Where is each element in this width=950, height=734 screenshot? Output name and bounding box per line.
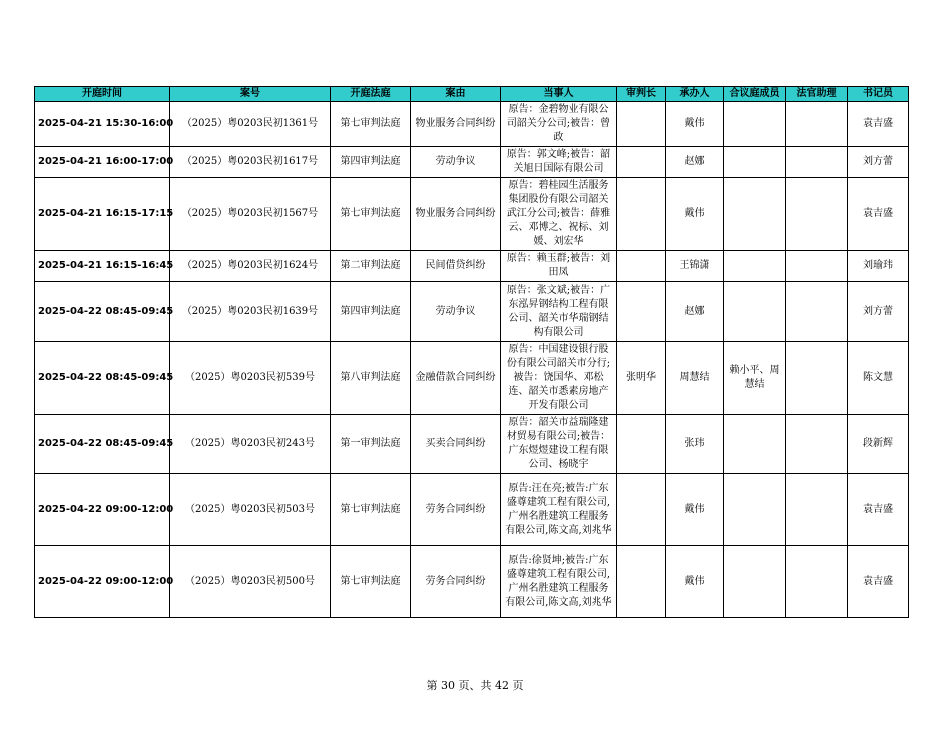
cell-cause: 劳务合同纠纷 (411, 546, 501, 618)
cell-case-no: （2025）粤0203民初500号 (170, 546, 331, 618)
cell-time: 2025-04-22 09:00-12:00 (35, 546, 170, 618)
cell-clerk: 袁吉盛 (848, 474, 909, 546)
header-assistant: 法官助理 (786, 87, 848, 102)
cell-panel (724, 251, 786, 282)
cell-parties: 原告：碧桂园生活服务集团股份有限公司韶关武江分公司;被告：薛雅云、邓博之、祝标、刘媛、刘宏华 (501, 178, 617, 251)
cell-parties: 原告：张文斌;被告：广东泓昇钢结构工程有限公司、韶关市华瑞钢结构有限公司 (501, 282, 617, 342)
cell-clerk: 刘方蕾 (848, 282, 909, 342)
cell-handler: 赵娜 (666, 147, 724, 178)
cell-clerk: 陈文慧 (848, 342, 909, 415)
header-time: 开庭时间 (35, 87, 170, 102)
cell-handler: 王锦潇 (666, 251, 724, 282)
cell-case-no: （2025）粤0203民初243号 (170, 415, 331, 474)
cell-cause: 物业服务合同纠纷 (411, 102, 501, 147)
hearing-schedule-table (34, 86, 909, 618)
cell-panel (724, 474, 786, 546)
table-row (35, 415, 909, 474)
cell-panel (724, 102, 786, 147)
cell-cause: 劳动争议 (411, 147, 501, 178)
cell-chief-judge (617, 474, 666, 546)
header-court: 开庭法庭 (331, 87, 411, 102)
cell-chief-judge (617, 282, 666, 342)
cell-handler: 戴伟 (666, 178, 724, 251)
cell-time: 2025-04-22 09:00-12:00 (35, 474, 170, 546)
cell-assistant (786, 102, 848, 147)
cell-assistant (786, 546, 848, 618)
header-cause: 案由 (411, 87, 501, 102)
cell-case-no: （2025）粤0203民初503号 (170, 474, 331, 546)
cell-assistant (786, 415, 848, 474)
cell-court: 第八审判法庭 (331, 342, 411, 415)
cell-parties: 原告：中国建设银行股份有限公司韶关市分行;被告：饶国华、邓松连、韶关市悉素房地产开发有限公司 (501, 342, 617, 415)
page-number-footer: 第 30 页、共 42 页 (426, 679, 524, 692)
cell-handler: 张玮 (666, 415, 724, 474)
cell-clerk: 段新辉 (848, 415, 909, 474)
table-row (35, 178, 909, 251)
table-row (35, 282, 909, 342)
cell-court: 第四审判法庭 (331, 147, 411, 178)
header-clerk: 书记员 (848, 87, 909, 102)
header-panel: 合议庭成员 (724, 87, 786, 102)
cell-time: 2025-04-22 08:45-09:45 (35, 282, 170, 342)
cell-clerk: 袁吉盛 (848, 178, 909, 251)
cell-assistant (786, 178, 848, 251)
cell-panel: 赖小平、周慧结 (724, 342, 786, 415)
cell-time: 2025-04-22 08:45-09:45 (35, 415, 170, 474)
table-row (35, 251, 909, 282)
cell-clerk: 刘方蕾 (848, 147, 909, 178)
table-row (35, 342, 909, 415)
cell-chief-judge (617, 251, 666, 282)
cell-time: 2025-04-21 15:30-16:00 (35, 102, 170, 147)
cell-cause: 金融借款合同纠纷 (411, 342, 501, 415)
cell-cause: 物业服务合同纠纷 (411, 178, 501, 251)
cell-chief-judge: 张明华 (617, 342, 666, 415)
cell-case-no: （2025）粤0203民初1567号 (170, 178, 331, 251)
cell-time: 2025-04-21 16:15-16:45 (35, 251, 170, 282)
cell-panel (724, 546, 786, 618)
cell-time: 2025-04-21 16:15-17:15 (35, 178, 170, 251)
cell-handler: 周慧结 (666, 342, 724, 415)
cell-parties: 原告：韶关市益瑞隆建材贸易有限公司;被告：广东煜煜建设工程有限公司、杨晓宇 (501, 415, 617, 474)
cell-assistant (786, 251, 848, 282)
table-row (35, 147, 909, 178)
cell-court: 第七审判法庭 (331, 178, 411, 251)
cell-assistant (786, 147, 848, 178)
cell-time: 2025-04-22 08:45-09:45 (35, 342, 170, 415)
cell-case-no: （2025）粤0203民初1617号 (170, 147, 331, 178)
cell-clerk: 刘瑜玮 (848, 251, 909, 282)
header-chief-judge: 审判长 (617, 87, 666, 102)
cell-clerk: 袁吉盛 (848, 546, 909, 618)
cell-court: 第四审判法庭 (331, 282, 411, 342)
cell-chief-judge (617, 178, 666, 251)
cell-panel (724, 178, 786, 251)
cell-case-no: （2025）粤0203民初1639号 (170, 282, 331, 342)
cell-chief-judge (617, 546, 666, 618)
cell-handler: 戴伟 (666, 102, 724, 147)
cell-cause: 买卖合同纠纷 (411, 415, 501, 474)
cell-court: 第一审判法庭 (331, 415, 411, 474)
cell-assistant (786, 282, 848, 342)
cell-case-no: （2025）粤0203民初1624号 (170, 251, 331, 282)
cell-court: 第二审判法庭 (331, 251, 411, 282)
cell-cause: 劳动争议 (411, 282, 501, 342)
cell-panel (724, 415, 786, 474)
cell-court: 第七审判法庭 (331, 102, 411, 147)
cell-case-no: （2025）粤0203民初539号 (170, 342, 331, 415)
cell-chief-judge (617, 415, 666, 474)
cell-handler: 戴伟 (666, 546, 724, 618)
table-row (35, 474, 909, 546)
header-case-no: 案号 (170, 87, 331, 102)
cell-cause: 劳务合同纠纷 (411, 474, 501, 546)
header-handler: 承办人 (666, 87, 724, 102)
cell-assistant (786, 342, 848, 415)
cell-case-no: （2025）粤0203民初1361号 (170, 102, 331, 147)
cell-parties: 原告：金碧物业有限公司韶关分公司;被告：曾政 (501, 102, 617, 147)
cell-panel (724, 282, 786, 342)
table-header-row (35, 87, 909, 102)
cell-chief-judge (617, 102, 666, 147)
header-parties: 当事人 (501, 87, 617, 102)
cell-clerk: 袁吉盛 (848, 102, 909, 147)
table-row (35, 102, 909, 147)
table-row (35, 546, 909, 618)
cell-handler: 戴伟 (666, 474, 724, 546)
cell-parties: 原告:徐贤坤;被告:广东盛尊建筑工程有限公司,广州名胜建筑工程服务有限公司,陈文高,刘兆华 (501, 546, 617, 618)
cell-parties: 原告:汪在亮;被告:广东盛尊建筑工程有限公司,广州名胜建筑工程服务有限公司,陈文高,刘兆华 (501, 474, 617, 546)
cell-time: 2025-04-21 16:00-17:00 (35, 147, 170, 178)
cell-parties: 原告：郭文峰;被告：韶关旭日国际有限公司 (501, 147, 617, 178)
cell-assistant (786, 474, 848, 546)
cell-panel (724, 147, 786, 178)
cell-court: 第七审判法庭 (331, 546, 411, 618)
cell-handler: 赵娜 (666, 282, 724, 342)
cell-cause: 民间借贷纠纷 (411, 251, 501, 282)
cell-parties: 原告：赖玉群;被告：刘田凤 (501, 251, 617, 282)
cell-chief-judge (617, 147, 666, 178)
cell-court: 第七审判法庭 (331, 474, 411, 546)
